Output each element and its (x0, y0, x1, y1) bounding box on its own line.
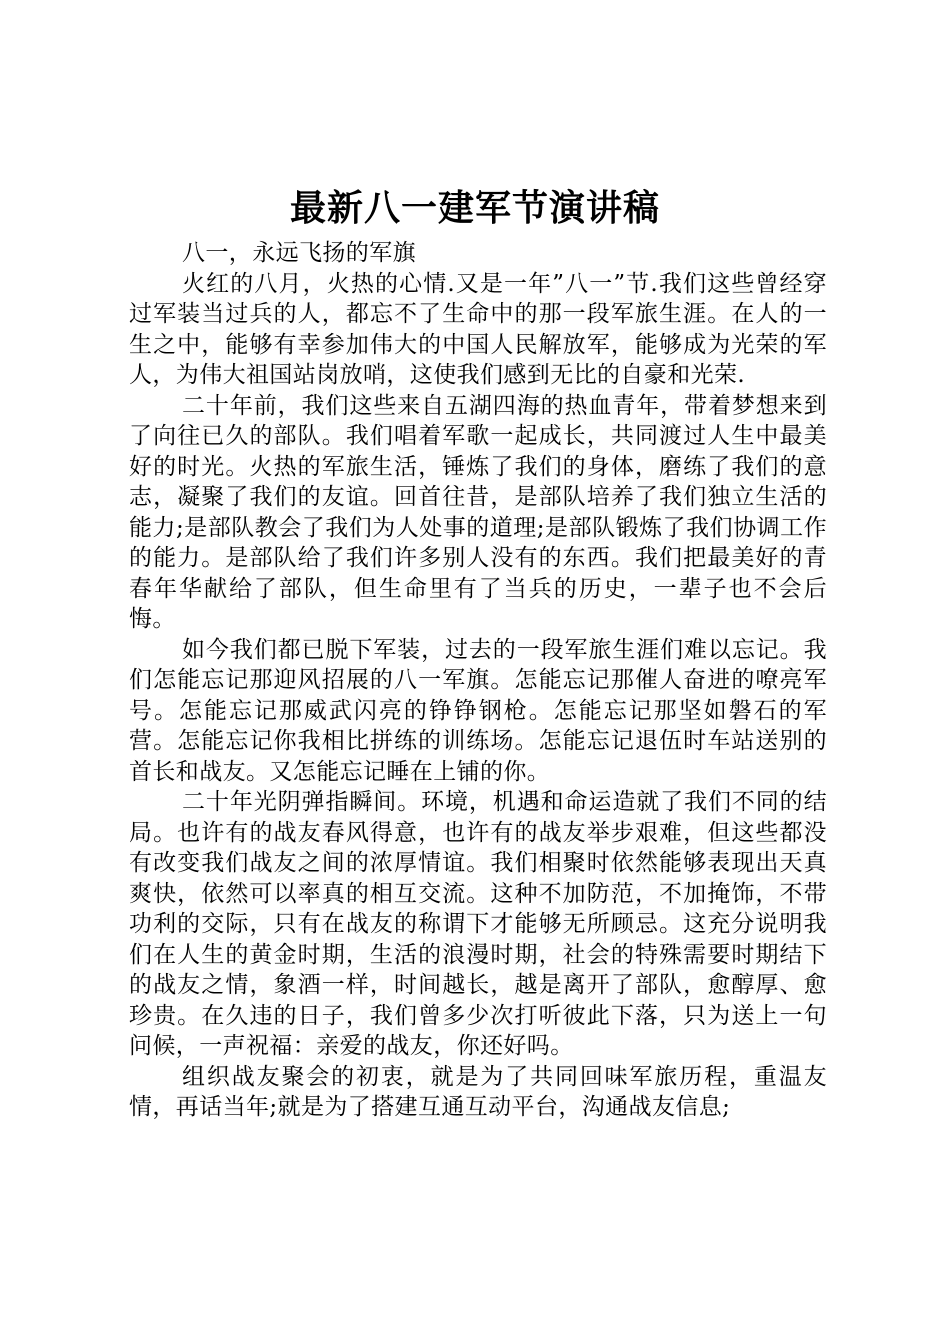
document-body (129, 238, 827, 1123)
paragraph: 组织战友聚会的初衷，就是为了共同回味军旅历程，重温友情，再话当年;就是为了搭建互通互动平台，沟通战友信息; (129, 1063, 827, 1120)
paragraph: 二十年前，我们这些来自五湖四海的热血青年，带着梦想来到了向往已久的部队。我们唱着军歌一起成长，共同渡过人生中最美好的时光。火热的军旅生活，锤炼了我们的身体，磨练了我们的意志，凝聚了我们的友谊。回首往昔，是部队培养了我们独立生活的能力;是部队教会了我们为人处事的道理;是部队锻炼了我们协调工作的能力。是部队给了我们许多别人没有的东西。我们把最美好的青春年华献给了部队，但生命里有了当兵的历史，一辈子也不会后悔。 (129, 392, 827, 632)
document-title: 最新八一建军节演讲稿 (289, 187, 660, 229)
paragraph: 二十年光阴弹指瞬间。环境，机遇和命运造就了我们不同的结局。也许有的战友春风得意，也许有的战友举步艰难，但这些都没有改变我们战友之间的浓厚情谊。我们相聚时依然能够表现出天真爽快，依然可以率真的相互交流。这种不加防范，不加掩饰，不带功利的交际，只有在战友的称谓下才能够无所顾忌。这充分说明我们在人生的黄金时期，生活的浪漫时期，社会的特殊需要时期结下的战友之情，象酒一样，时间越长，越是离开了部队，愈醇厚、愈珍贵。在久违的日子，我们曾多少次打听彼此下落，只为送上一句问候，一声祝福：亲爱的战友，你还好吗。 (129, 789, 827, 1059)
paragraph-subtitle: 八一，永远飞扬的军旗 (182, 240, 416, 266)
paragraph: 如今我们都已脱下军装，过去的一段军旅生涯们难以忘记。我们怎能忘记那迎风招展的八一军旗。怎能忘记那催人奋进的嘹亮军号。怎能忘记那威武闪亮的铮铮钢枪。怎能忘记那坚如磐石的军营。怎能忘记你我相比拼练的训练场。怎能忘记退伍时车站送别的首长和战友。又怎能忘记睡在上铺的你。 (129, 636, 827, 785)
paragraph: 火红的八月，火热的心情.又是一年”八一”节.我们这些曾经穿过军装当过兵的人，都忘不了生命中的那一段军旅生涯。在人的一生之中，能够有幸参加伟大的中国人民解放军，能够成为光荣的军人，为伟大祖国站岗放哨，这使我们感到无比的自豪和光荣. (129, 270, 827, 388)
